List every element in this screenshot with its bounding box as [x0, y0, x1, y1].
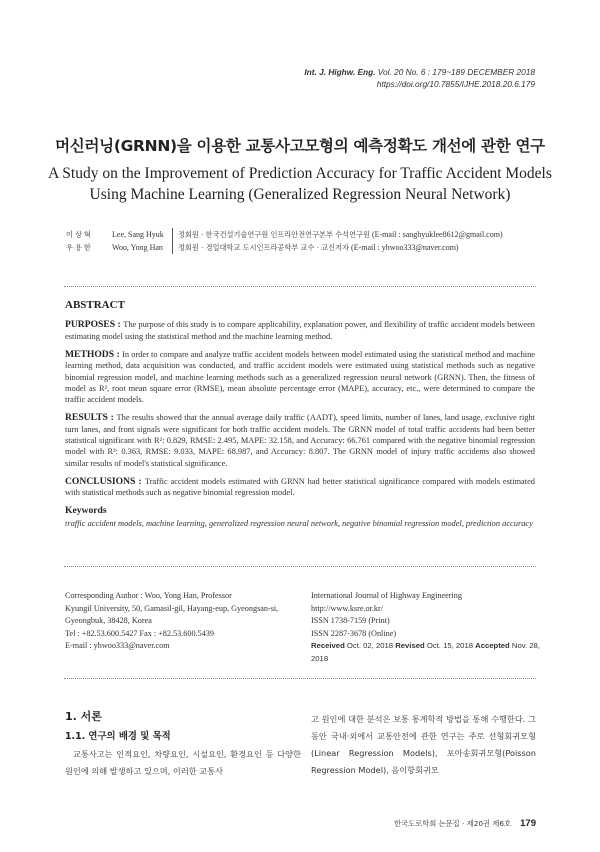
- author-affiliation: 정회원 · 한국건설기술연구원 인프라안전연구본부 수석연구원 (E-mail : sanghyuklee8612@gmail.com): [178, 230, 503, 239]
- title-korean: 머신러닝(GRNN)을 이용한 교통사고모형의 예측정확도 개선에 관한 연구: [55, 137, 545, 155]
- doi-link[interactable]: https://doi.org/10.7855/IJHE.2018.20.6.179: [376, 79, 535, 89]
- abstract-methods: METHODS : In order to compare and analyze traffic accident models between model estimated using the statistical method and machine learning method, data acquisition was conducted, and traffic accident models were estimated using statistical methods such as negative binomial regression model, and machine learning methods such as a generalized regression neural network (GRNN). Then, the fitness of model as R², root mean square error (RMSE), mean absolute percentage error (MAPE), accuracy, etc., were determined to compare the traffic accident models.: [65, 348, 535, 405]
- abstract-heading: ABSTRACT: [65, 299, 125, 311]
- author-name-ko: 이상혁: [66, 230, 93, 239]
- article-dates: Received Oct. 02, 2018 Revised Oct. 15, 2018 Accepted Nov. 28, 2018: [311, 641, 540, 663]
- author-divider: [172, 228, 173, 241]
- body-paragraph: 교통사고는 인적요인, 차량요인, 시설요인, 환경요인 등 다양한 원인에 의해 발생하고 있으며, 이러한 교통사: [65, 749, 301, 776]
- journal-url[interactable]: http://www.ksre.or.kr/: [311, 603, 384, 613]
- body-paragraph: 고 원인에 대한 분석은 보통 통계학적 방법을 통해 수행한다. 그동안 국내·외에서 교통안전에 관한 연구는 주로 선형회귀모형(Linear Regression Models), 포아송회귀모형(Poisson Regression Model), 음이항회귀모: [311, 714, 536, 775]
- footer-journal: 한국도로학회 논문집 · 제20권 제6호: [393, 818, 512, 828]
- title-english: A Study on the Improvement of Prediction Accuracy for Traffic Accident Models Using Machine Learning (Generalized Regression Neural Network): [48, 165, 552, 203]
- page-number: 179: [520, 818, 536, 829]
- authors-block: [66, 228, 503, 254]
- author-name-en: Lee, Sang Hyuk: [112, 230, 164, 239]
- page-footer: [394, 818, 536, 829]
- divider-top: [64, 286, 536, 287]
- subsection-heading: 1.1. 연구의 배경 및 목적: [65, 731, 171, 742]
- corresponding-author: Corresponding Author : Woo, Yong Han, Professor Kyungil University, 50, Gamasil-gil, Hayang-eup, Gyeongsan-si, Gyeongbuk, 38428, Korea Tel : +82.53.600.5427 Fax : +82.53.600.5439 E-mail : yhwoo333@naver.com: [65, 590, 300, 653]
- journal-info: International Journal of Highway Engineering http://www.ksre.or.kr/ ISSN 1738-7159 (Print) ISSN 2287-3678 (Online) Received Oct. 02, 2018 Revised Oct. 15, 2018 Accepted Nov. 28, 2018: [311, 590, 541, 665]
- keywords-heading: Keywords: [65, 505, 107, 517]
- abstract-purposes: PURPOSES : The purpose of this study is to compare applicability, explanation power, and flexibility of traffic accident models between estimating model using the statistical method and the machine learning method.: [65, 319, 535, 341]
- divider-middle: [64, 566, 536, 567]
- author-affiliation: 정회원 · 경일대학교 도시인프라공학부 교수 · 교신저자 (E-mail : yhwoo333@naver.com): [178, 243, 459, 252]
- body-column-right: [311, 711, 536, 779]
- abstract-results: RESULTS : The results showed that the annual average daily traffic (AADT), speed limits, number of lanes, land usage, exclusive right turn lanes, and front signals were significant for both traffic accident models. The GRNN model of total traffic accidents had been better statistical significant with R²: 0.829, RMSE: 2.495, MAPE: 32.158, and Accuracy: 66.761 compared with the negative binomial regression model with R²: 0.363, RMSE: 9.033, MAPE: 68.987, and Accuracy: 8.807. The GRNN model of injury traffic accidents also showed similar results of model's statistical significance.: [65, 412, 535, 468]
- author-row: [66, 228, 503, 241]
- author-name-ko: 우용한: [66, 243, 93, 252]
- journal-citation: Int. J. Highw. Eng. Vol. 20 No. 6 : 179~189 DECEMBER 2018: [304, 67, 535, 77]
- corresponding-email: E-mail : yhwoo333@naver.com: [65, 641, 170, 650]
- keywords-list: traffic accident models, machine learning, generalized regression neural network, negative binomial regression model, prediction accuracy: [65, 518, 533, 528]
- abstract-conclusions: CONCLUSIONS : Traffic accident models estimated with GRNN had better statistical significance compared with models estimated with statistical methods such as negative binomial regression model.: [65, 475, 535, 498]
- abstract: [65, 300, 535, 529]
- author-row: [66, 241, 503, 254]
- author-divider: [172, 241, 173, 254]
- author-name-en: Woo, Yong Han: [112, 243, 163, 252]
- body-column-left: [65, 708, 301, 780]
- divider-bottom: [64, 678, 536, 679]
- section-heading: 1. 서론: [65, 710, 102, 723]
- journal-header: [304, 66, 535, 90]
